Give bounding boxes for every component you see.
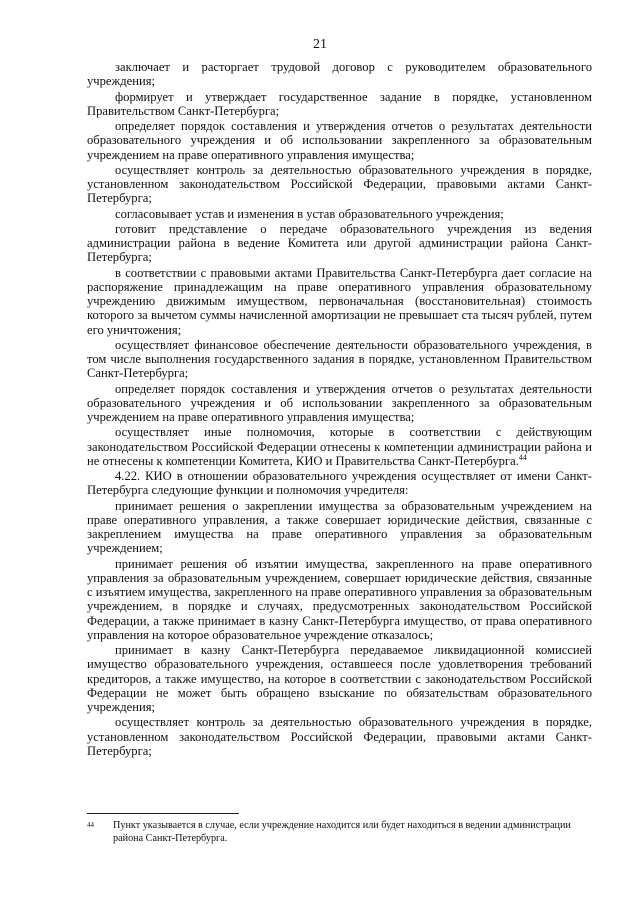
paragraph: заключает и расторгает трудовой договор с руководителем образовательного учреждения;: [87, 60, 592, 89]
footnote-reference[interactable]: 44: [518, 452, 527, 462]
footnote-divider: [87, 813, 239, 814]
paragraph: согласовывает устав и изменения в устав образовательного учреждения;: [115, 206, 504, 221]
footnote-text-line-1: Пункт указывается в случае, если учреждение находится или будет находиться в ведении администрации: [113, 820, 571, 831]
paragraph: осуществляет контроль за деятельностью образовательного учреждения в порядке, установленном законодательством Российской Федерации, правовыми актами Санкт-Петербурга;: [87, 715, 592, 758]
paragraph: определяет порядок составления и утверждения отчетов о результатах деятельности образовательного учреждения и об использовании закрепленного за образовательным учреждением на праве оперативного управления имущества;: [87, 381, 592, 424]
paragraph: формирует и утверждает государственное задание в порядке, установленном Правительством Санкт-Петербурга;: [87, 89, 592, 118]
paragraph: принимает решения о закреплении имущества за образовательным учреждением на праве оперативного управления, а также совершает юридические действия, связанные с закреплением имущества на праве оперативного управления за образовательным учреждением;: [87, 498, 592, 556]
footnote-text-line-2: района Санкт-Петербурга.: [113, 832, 228, 844]
footnote: [87, 820, 592, 845]
page-number: 21: [313, 37, 327, 52]
footnote-number: 44: [87, 821, 94, 829]
page-body: [87, 60, 592, 759]
paragraph: принимает решения об изъятии имущества, закрепленного на праве оперативного управления за образовательным учреждением, совершает юридические действия, связанные с изъятием имущества, закрепленного на праве оперативного управления за образовательным учреждением, в порядке и случаях, предусмотренных законодательством Российской Федерации, а также принимает в казну Санкт-Петербурга имущество, от права оперативного управления на которое образовательное учреждение отказалось;: [87, 556, 592, 642]
paragraph: определяет порядок составления и утверждения отчетов о результатах деятельности образовательного учреждения и об использовании закрепленного за образовательным учреждением на праве оперативного управления имущества;: [87, 119, 592, 162]
paragraph-text: осуществляет иные полномочия, которые в соответствии с действующим законодательством Российской Федерации отнесены к компетенции администрации района и не отнесены к компетенции Комитета, КИО и Правительства Санкт-Петербурга.: [87, 425, 592, 468]
paragraph: готовит представление о передаче образовательного учреждения из ведения администрации района в ведение Комитета или другой администрации района Санкт-Петербурга;: [87, 221, 592, 265]
paragraph-with-footnote: [87, 425, 592, 468]
section-heading-paragraph: 4.22. КИО в отношении образовательного учреждения осуществляет от имени Санкт-Петербурга следующие функции и полномочия учредителя:: [87, 469, 592, 498]
paragraph: в соответствии с правовыми актами Правительства Санкт-Петербурга дает согласие на распоряжение принадлежащим на праве оперативного управления образовательному учреждению движимым имуществом, первоначальная (восстановительная) стоимость которого за вычетом суммы начисленной амортизации не превышает ста тысяч рублей, путем его уничтожения;: [87, 265, 592, 337]
paragraph: осуществляет финансовое обеспечение деятельности образовательного учреждения, в том числе выполнения государственного задания в порядке, установленном Правительством Санкт-Петербурга;: [87, 337, 592, 381]
paragraph: принимает в казну Санкт-Петербурга передаваемое ликвидационной комиссией имущество образовательного учреждения, оставшееся после удовлетворения требований кредиторов, а также имущество, на которое в соответствии с законодательством Российской Федерации не может быть обращено взыскание по обязательствам образовательного учреждения;: [87, 643, 592, 714]
paragraph: осуществляет контроль за деятельностью образовательного учреждения в порядке, установленном законодательством Российской Федерации, правовыми актами Санкт-Петербурга;: [87, 162, 592, 206]
